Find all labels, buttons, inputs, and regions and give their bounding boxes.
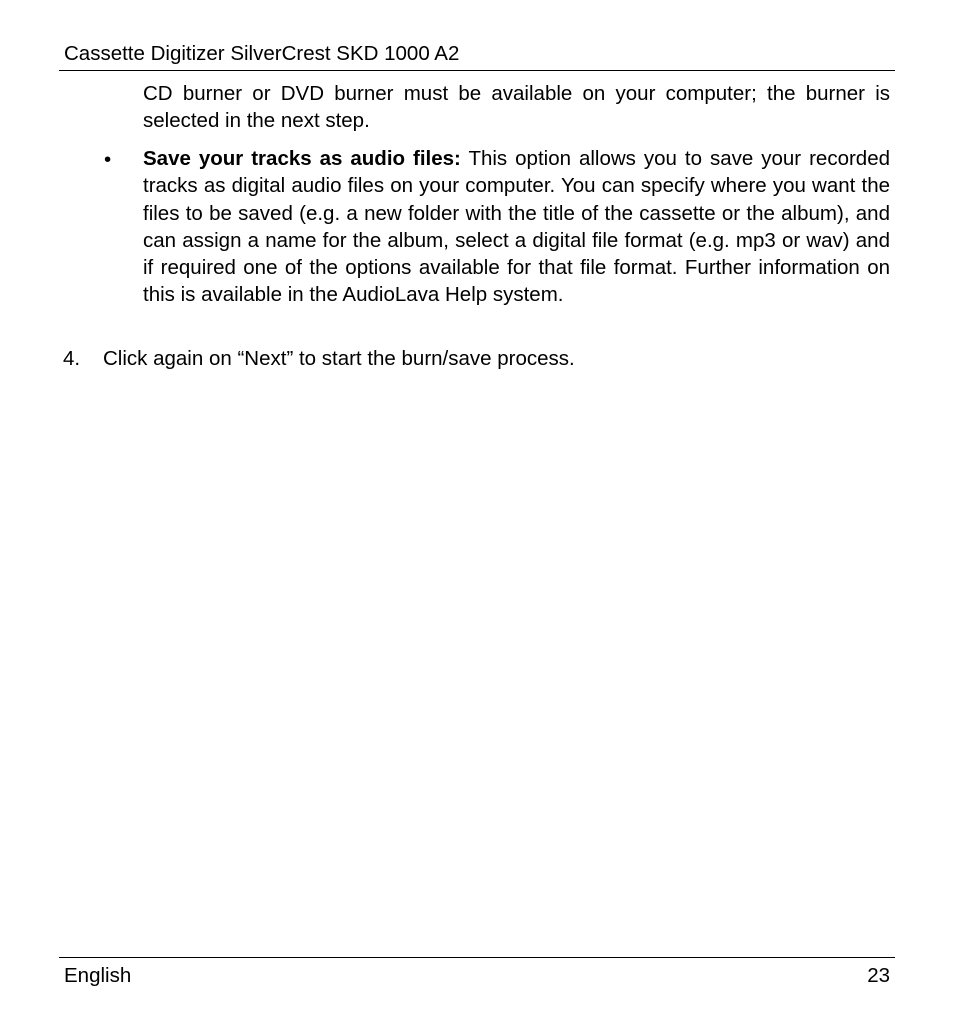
bullet-bold-lead: Save your tracks as audio files: xyxy=(143,147,461,170)
header-title: Cassette Digitizer SilverCrest SKD 1000 A2 xyxy=(64,42,460,65)
page-number: 23 xyxy=(867,964,890,987)
step-number: 4. xyxy=(63,347,81,370)
bullet-paragraph xyxy=(143,145,890,309)
continuation-paragraph: CD burner or DVD burner must be available on your computer; the burner is selected in the next step. xyxy=(143,82,890,133)
bullet-icon: • xyxy=(104,148,112,171)
bullet-body-text: This option allows you to save your recorded tracks as digital audio files on your computer. You can specify where you want the files to be saved (e.g. a new folder with the title of the cassette or the album), and can assign a name for the album, select a digital file format (e.g. mp3 or wav) and if required one of the options available for that file format. Further information on this is available in the AudioLava Help system. xyxy=(143,147,891,307)
footer-language: English xyxy=(64,964,132,987)
step-text: Click again on “Next” to start the burn/save process. xyxy=(103,347,575,370)
page-footer xyxy=(59,957,895,998)
page-header xyxy=(59,40,895,71)
